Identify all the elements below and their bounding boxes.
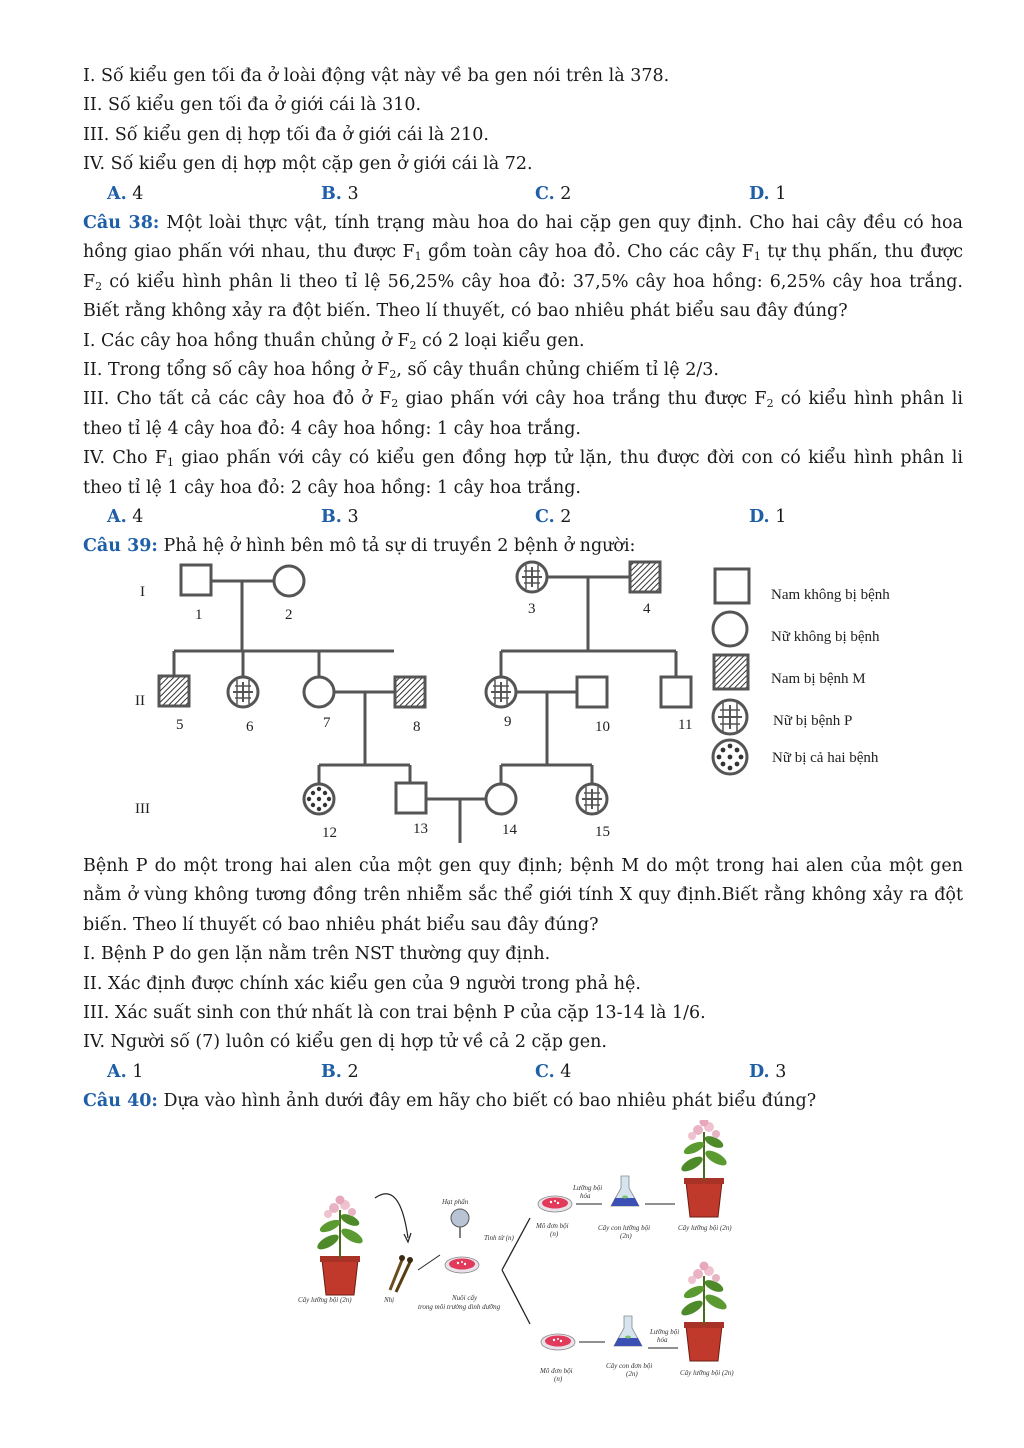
q37-statement-3: III. Số kiểu gen dị hợp tối đa ở giới cái là 210.	[83, 124, 489, 145]
q38-label: Câu 38:	[83, 213, 160, 234]
q38-statement-1: I. Các cây hoa hồng thuần chủng ở $F_2$ có 2 loại kiểu gen.	[83, 330, 585, 352]
diploid-plant-result-lower	[679, 1262, 729, 1362]
individual-number: 6	[246, 719, 254, 735]
document-page-lower	[83, 852, 963, 1117]
q37-option-b[interactable]: B. 3	[321, 183, 359, 204]
haploid-tissue-dish-upper	[538, 1196, 572, 1212]
figure-label: Lưỡng bội	[573, 1184, 603, 1192]
individual-6-female-disease-p	[228, 677, 258, 707]
q40-label: Câu 40:	[83, 1091, 158, 1112]
q38-option-d[interactable]: D. 1	[749, 507, 787, 528]
individual-number: 13	[413, 821, 428, 837]
q39-statement-2: II. Xác định được chính xác kiểu gen của 9 người trong phả hệ.	[83, 973, 641, 994]
q37-option-c[interactable]: C. 2	[535, 183, 572, 204]
individual-14-healthy-female	[486, 784, 516, 814]
individual-7-healthy-female	[304, 677, 334, 707]
legend-healthy-male-icon	[715, 569, 749, 603]
q39-statement-4: IV. Người số (7) luôn có kiểu gen dị hợp tử về cả 2 cặp gen.	[83, 1032, 607, 1053]
figure-label: Cây con đơn bội	[606, 1362, 653, 1370]
legend-female-both-icon	[713, 740, 747, 774]
figure-label-sperm: Tinh tử (n)	[484, 1234, 514, 1242]
generation-label: III	[135, 801, 150, 817]
generation-label: II	[135, 693, 145, 709]
legend-male-m-icon	[714, 655, 748, 689]
individual-10-healthy-male	[577, 677, 607, 707]
q37-statement-1: I. Số kiểu gen tối đa ở loài động vật này về ba gen nói trên là 378.	[83, 66, 670, 86]
individual-number: 1	[195, 607, 203, 623]
figure-label: (2n)	[620, 1232, 632, 1240]
legend-label: Nữ bị bệnh P	[773, 713, 853, 729]
figure-label: hóa	[580, 1192, 591, 1200]
individual-11-healthy-male	[661, 677, 691, 707]
legend-label: Nam không bị bệnh	[771, 587, 890, 603]
figure-label: Mô đơn bội	[536, 1222, 569, 1230]
pedigree-legend	[713, 569, 890, 774]
individual-number: 7	[323, 715, 331, 731]
figure-label-plant: Cây lưỡng bội (2n)	[298, 1296, 352, 1304]
arrow-icon	[418, 1255, 440, 1270]
individual-1-healthy-male	[181, 565, 211, 595]
figure-label-stamen: Nhị	[384, 1296, 395, 1304]
figure-label: Mô đơn bội	[540, 1367, 573, 1375]
diploid-seedling-flask	[611, 1176, 639, 1206]
figure-label: Cây lưỡng bội (2n)	[680, 1369, 734, 1377]
legend-female-p-icon	[713, 700, 747, 734]
legend-healthy-female-icon	[713, 612, 747, 646]
q39-statement-1: I. Bệnh P do gen lặn nằm trên NST thường quy định.	[83, 944, 551, 965]
q38-options	[83, 503, 963, 532]
individual-5-male-disease-m	[159, 676, 189, 706]
q39-label: Câu 39:	[83, 536, 158, 557]
individual-number: 8	[413, 719, 421, 735]
q37-statement-4: IV. Số kiểu gen dị hợp một cặp gen ở giới cái là 72.	[83, 154, 533, 175]
individual-number: 11	[678, 717, 693, 733]
individual-8-male-disease-m	[395, 677, 425, 707]
individual-12-female-both-diseases	[304, 784, 334, 814]
figure-label: (n)	[554, 1375, 563, 1383]
q37-option-a[interactable]: A. 4	[107, 183, 144, 204]
q39-option-c[interactable]: C. 4	[535, 1061, 572, 1082]
figure-label: Lưỡng bội	[650, 1328, 680, 1336]
legend-label: Nam bị bệnh M	[771, 671, 866, 687]
q38-option-a[interactable]: A. 4	[107, 507, 144, 528]
culture-dish	[445, 1257, 479, 1273]
pollen-icon	[451, 1209, 469, 1238]
figure-label: (n)	[550, 1230, 559, 1238]
figure-label: hóa	[657, 1336, 668, 1344]
q39-paragraph: Bệnh P do một trong hai alen của một gen quy định; bệnh M do một trong hai alen của một gen nằm ở vùng không tương đồng trên nhiễm sắc thể giới tính X quy định.Biết rằng không xảy ra đột biến. Theo lí thuyết có bao nhiêu phát biểu sau đây đúng?	[83, 856, 963, 935]
individual-number: 10	[595, 719, 610, 735]
individual-number: 15	[595, 824, 610, 840]
haploid-tissue-dish-lower	[541, 1334, 575, 1350]
individual-number: 2	[285, 607, 293, 623]
figure-label-culture: trong môi trường dinh dưỡng	[418, 1303, 501, 1311]
individual-15-female-disease-p	[577, 784, 607, 814]
q39-option-a[interactable]: A. 1	[107, 1061, 144, 1082]
individual-2-healthy-female	[274, 566, 304, 596]
legend-label: Nữ không bị bệnh	[771, 629, 880, 645]
individual-number: 14	[502, 822, 517, 838]
q38-intro: Câu 38: Một loài thực vật, tính trạng màu hoa do hai cặp gen quy định. Cho hai cây đều có hoa hồng giao phấn với nhau, thu được $F_1$ gồm toàn cây hoa đỏ. Cho các cây $F_1$ tự thụ phấn, thu được $F_2$ có kiểu hình phân li theo tỉ lệ 56,25% cây hoa đỏ: 37,5% cây hoa hồng: 6,25% cây hoa trắng. Biết rằng không xảy ra đột biến. Theo lí thuyết, có bao nhiêu phát biểu sau đây đúng?	[83, 213, 964, 322]
legend-label: Nữ bị cả hai bệnh	[772, 750, 879, 766]
pedigree-diagram	[120, 555, 940, 855]
figure-label-culture: Nuôi cấy	[452, 1294, 478, 1302]
generation-label: I	[140, 584, 145, 600]
tissue-culture-figure	[290, 1120, 760, 1390]
q37-statement-2: II. Số kiểu gen tối đa ở giới cái là 310.	[83, 95, 422, 116]
haploid-seedling-flask	[614, 1316, 642, 1346]
q40-intro: Câu 40: Dựa vào hình ảnh dưới đây em hãy cho biết có bao nhiêu phát biểu đúng?	[83, 1091, 817, 1112]
arrow-icon	[375, 1194, 408, 1238]
document-page	[83, 62, 963, 562]
q39-intro: Câu 39: Phả hệ ở hình bên mô tả sự di truyền 2 bệnh ở người:	[83, 536, 636, 557]
individual-4-male-disease-m	[630, 562, 660, 592]
individual-number: 3	[528, 601, 536, 617]
q37-options	[83, 180, 963, 209]
q37-option-d[interactable]: D. 1	[749, 183, 787, 204]
individual-number: 4	[643, 601, 651, 617]
q38-statement-2: II. Trong tổng số cây hoa hồng ở $F_2$, số cây thuần chủng chiếm tỉ lệ 2/3.	[83, 360, 719, 382]
individual-number: 12	[322, 825, 337, 841]
individual-number: 9	[504, 714, 512, 730]
figure-label-pollen: Hạt phấn	[442, 1198, 469, 1206]
individual-9-female-disease-p	[486, 677, 516, 707]
q38-option-c[interactable]: C. 2	[535, 507, 572, 528]
q39-statement-3: III. Xác suất sinh con thứ nhất là con trai bệnh P của cặp 13-14 là 1/6.	[83, 1003, 706, 1024]
q39-option-b[interactable]: B. 2	[321, 1061, 359, 1082]
q39-option-d[interactable]: D. 3	[749, 1061, 787, 1082]
figure-label: Cây con lưỡng bội	[598, 1224, 651, 1232]
q39-options	[83, 1058, 963, 1087]
individual-3-female-disease-p	[517, 562, 547, 592]
stamen-icon	[390, 1255, 413, 1292]
figure-label: Cây lưỡng bội (2n)	[678, 1224, 732, 1232]
figure-label: (2n)	[626, 1370, 638, 1378]
q38-statement-4: IV. Cho $F_1$ giao phấn với cây có kiểu gen đồng hợp tử lặn, thu được đời con có kiểu hình phân li theo tỉ lệ 1 cây hoa đỏ: 2 cây hoa hồng: 1 cây hoa trắng.	[83, 448, 963, 498]
individual-13-healthy-male	[396, 783, 426, 813]
diploid-plant-result-upper	[679, 1120, 729, 1217]
individual-number: 5	[176, 717, 184, 733]
q38-statement-3: III. Cho tất cả các cây hoa đỏ ở $F_2$ giao phấn với cây hoa trắng thu được $F_2$ có kiểu hình phân li theo tỉ lệ 4 cây hoa đỏ: 4 cây hoa hồng: 1 cây hoa trắng.	[83, 389, 964, 439]
q38-option-b[interactable]: B. 3	[321, 507, 359, 528]
diploid-plant-source	[315, 1196, 365, 1296]
